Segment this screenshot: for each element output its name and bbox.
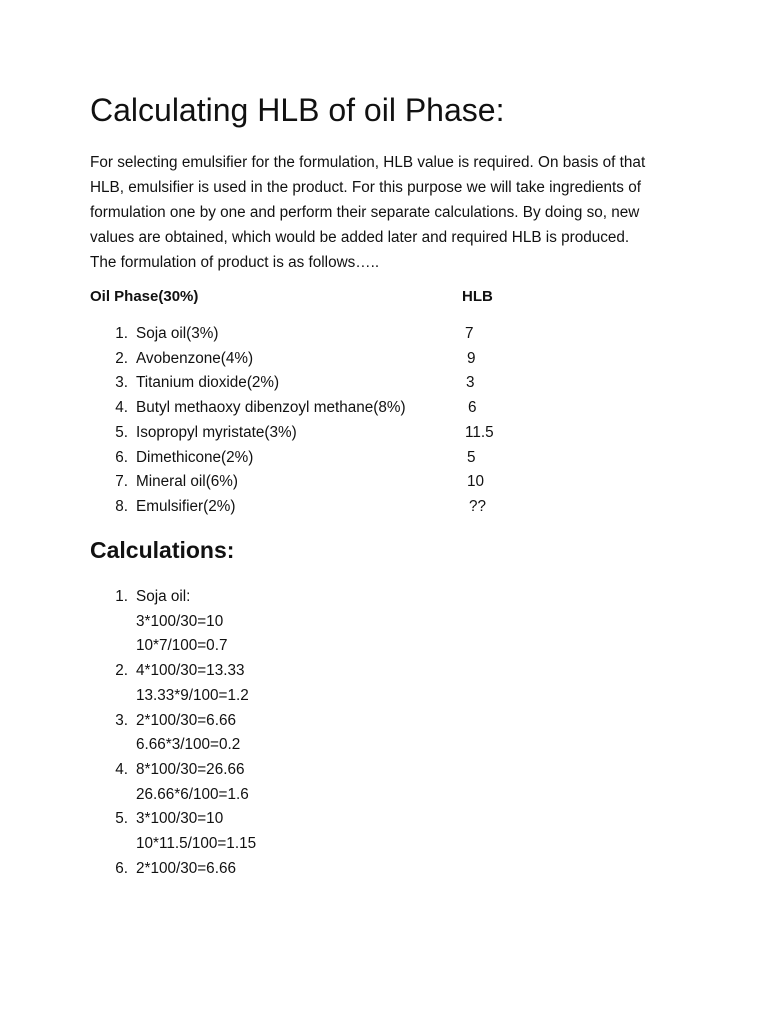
intro-line: HLB, emulsifier is used in the product. For this purpose we will take ingredients of [90, 179, 641, 196]
ingredient-name: Titanium dioxide(2%) [136, 374, 280, 392]
intro-line: The formulation of product is as follows….. [90, 254, 380, 271]
ingredient-number: 2. [115, 349, 128, 367]
calculation-line: 3*100/30=10 [136, 810, 224, 828]
ingredient-name: Butyl methaoxy dibenzoyl methane(8%) [136, 399, 406, 417]
intro-line: values are obtained, which would be added later and required HLB is produced. [90, 229, 630, 246]
calculations-heading: Calculations: [90, 537, 235, 563]
ingredient-number: 1. [115, 325, 128, 342]
calculation-line: 2*100/30=6.66 [136, 711, 236, 729]
calculation-line: 13.33*9/100=1.2 [136, 686, 249, 704]
calculation-number: 5. [115, 810, 128, 828]
calculation-line: 3*100/30=10 [136, 612, 224, 630]
calculation-line: 8*100/30=26.66 [136, 760, 245, 778]
calculation-number: 3. [115, 711, 128, 729]
ingredient-hlb-value: 10 [467, 473, 485, 491]
calculation-number: 2. [115, 662, 128, 680]
ingredient-hlb-value: 9 [467, 349, 476, 367]
ingredient-name: Avobenzone(4%) [136, 349, 254, 367]
ingredient-number: 6. [115, 448, 128, 466]
calculation-line: 2*100/30=6.66 [136, 859, 236, 877]
hlb-header: HLB [462, 288, 493, 305]
calculation-line: Soja oil: [136, 588, 191, 605]
ingredient-number: 3. [115, 374, 128, 392]
ingredient-hlb-value: 7 [465, 325, 474, 342]
calculation-number: 4. [115, 760, 128, 778]
ingredient-hlb-value: 5 [467, 448, 476, 466]
intro-line: formulation one by one and perform their separate calculations. By doing so, new [90, 204, 640, 221]
ingredient-number: 7. [115, 473, 128, 491]
calculation-line: 6.66*3/100=0.2 [136, 736, 241, 754]
ingredient-hlb-value: 3 [466, 374, 475, 392]
ingredient-name: Dimethicone(2%) [136, 448, 254, 466]
calculation-line: 26.66*6/100=1.6 [136, 785, 249, 803]
ingredient-name: Isopropyl myristate(3%) [136, 423, 297, 441]
intro-line: For selecting emulsifier for the formulation, HLB value is required. On basis of that [90, 154, 646, 171]
calculation-line: 4*100/30=13.33 [136, 662, 245, 680]
calculation-line: 10*7/100=0.7 [136, 637, 228, 655]
ingredient-number: 4. [115, 399, 128, 417]
calculation-number: 6. [115, 859, 128, 877]
ingredient-hlb-value: 11.5 [465, 423, 494, 441]
ingredient-name: Soja oil(3%) [136, 325, 219, 342]
calculation-number: 1. [115, 588, 128, 605]
ingredient-hlb-value: ?? [469, 497, 487, 515]
ingredient-number: 8. [115, 497, 128, 515]
ingredient-hlb-value: 6 [468, 399, 477, 417]
page-title: Calculating HLB of oil Phase: [90, 92, 505, 128]
calculation-line: 10*11.5/100=1.15 [136, 835, 257, 852]
oil-phase-header: Oil Phase(30%) [90, 288, 199, 305]
intro-paragraph [90, 150, 690, 275]
ingredient-number: 5. [115, 423, 128, 441]
ingredient-name: Mineral oil(6%) [136, 473, 239, 491]
ingredient-name: Emulsifier(2%) [136, 497, 236, 515]
